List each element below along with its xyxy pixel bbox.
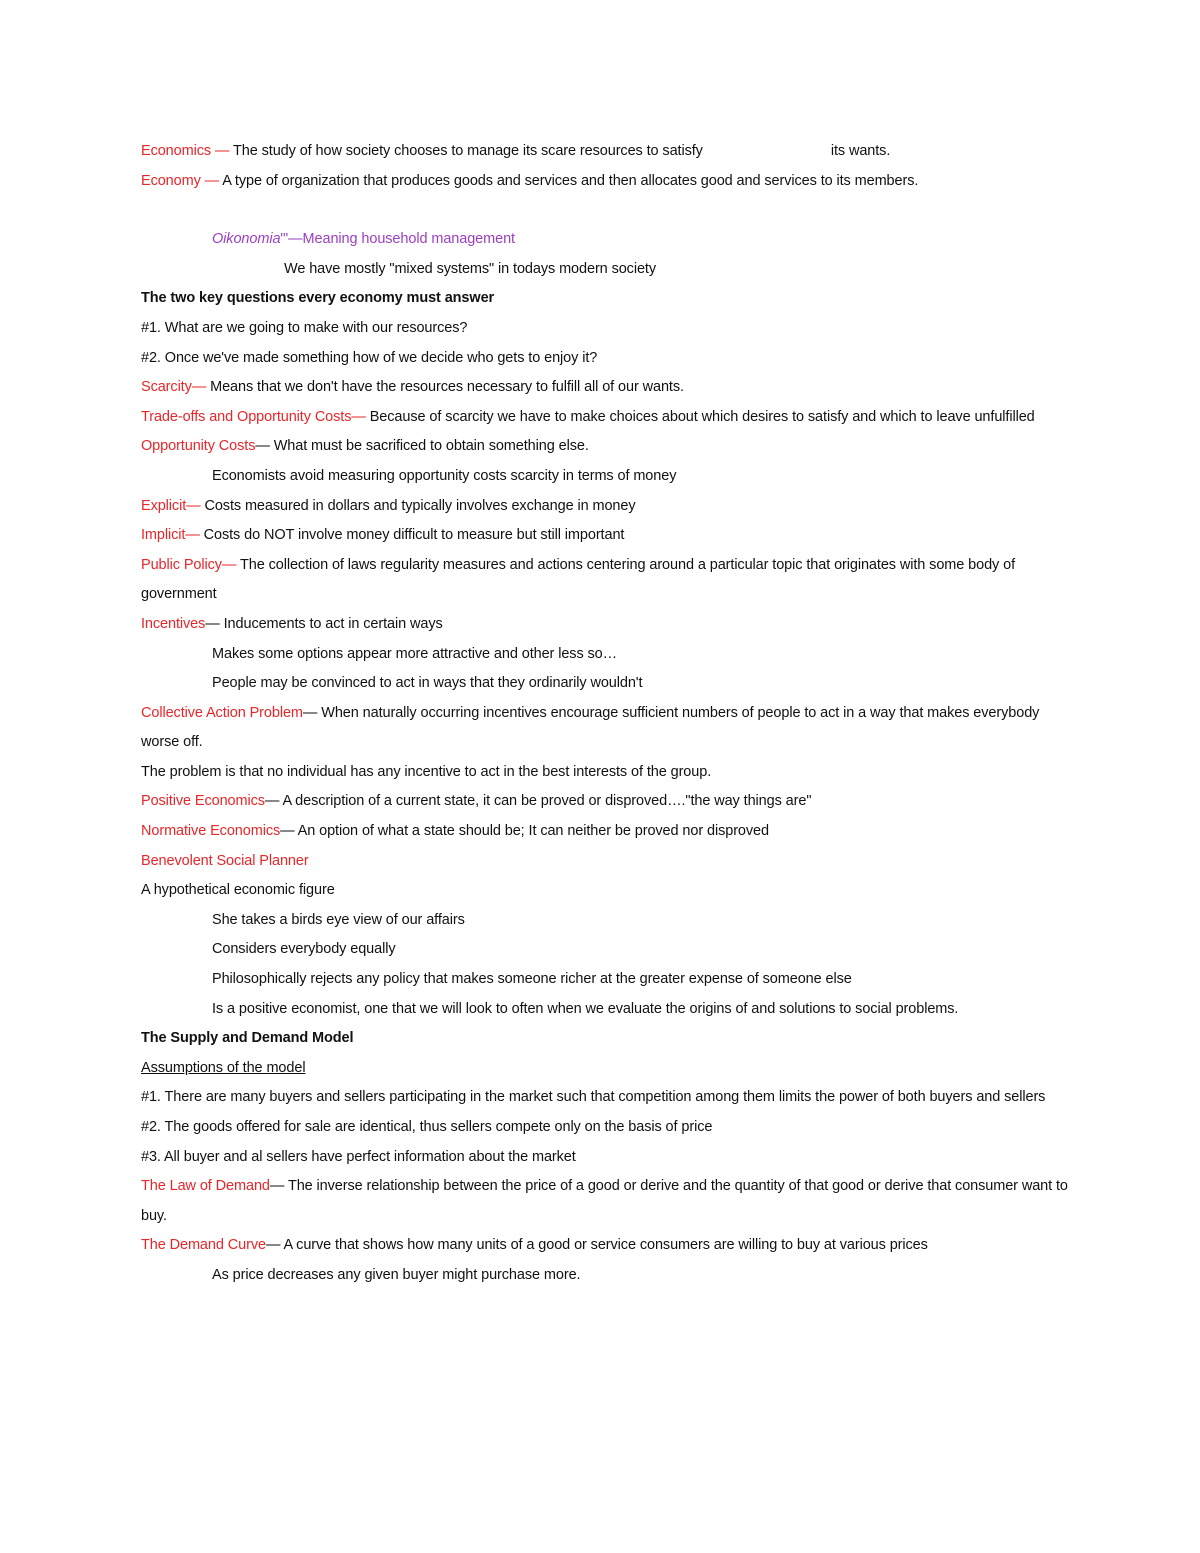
heading-two-key-questions: The two key questions every economy must answer — [141, 290, 495, 307]
demand-curve-note: As price decreases any given buyer might purchase more. — [212, 1266, 581, 1283]
definition-normative-economics-text: — An option of what a state should be; It can neither be proved nor disproved — [280, 823, 769, 840]
definition-normative-economics — [141, 817, 1071, 847]
definition-opportunity-costs — [141, 432, 1071, 462]
term-economy: Economy — — [141, 172, 220, 189]
term-economics: Economics — — [141, 143, 230, 159]
definition-scarcity — [141, 373, 1071, 403]
definition-positive-economics — [141, 787, 1071, 817]
definition-collective-action — [141, 699, 1071, 758]
definition-incentives — [141, 610, 1071, 640]
collective-action-note: The problem is that no individual has any incentive to act in the best interests of the group. — [141, 763, 712, 780]
heading-supply-demand: The Supply and Demand Model — [141, 1030, 354, 1047]
subheading-assumptions: Assumptions of the model — [141, 1059, 306, 1076]
definition-economics — [141, 137, 1071, 167]
definition-law-of-demand — [141, 1172, 1071, 1231]
planner-note-4: Is a positive economist, one that we will look to often when we evaluate the origins of and solutions to social problems. — [212, 1000, 959, 1017]
term-scarcity: Scarcity— — [141, 379, 207, 396]
planner-note-3: Philosophically rejects any policy that makes someone richer at the greater expense of someone else — [212, 971, 852, 988]
incentives-note-2: People may be convinced to act in ways that they ordinarily wouldn't — [212, 675, 643, 692]
definition-tradeoffs — [141, 403, 1071, 433]
definition-opportunity-costs-text: — What must be sacrificed to obtain something else. — [255, 438, 589, 455]
term-tradeoffs: Trade-offs and Opportunity Costs— — [141, 408, 366, 425]
term-law-of-demand: The Law of Demand — [141, 1178, 270, 1195]
assumption-1: #1. There are many buyers and sellers participating in the market such that competition among them limits the power of both buyers and sellers — [141, 1089, 1046, 1106]
definition-implicit-text: Costs do NOT involve money difficult to measure but still important — [199, 527, 625, 544]
definition-economics-tail: its wants. — [830, 143, 891, 159]
oikonomia-text: "'—Meaning household management — [280, 231, 515, 248]
term-implicit: Implicit— — [141, 527, 200, 544]
term-explicit: Explicit— — [141, 497, 201, 514]
definition-implicit — [141, 521, 1071, 551]
opportunity-costs-note: Economists avoid measuring opportunity costs scarcity in terms of money — [212, 467, 677, 484]
term-benevolent-social-planner: Benevolent Social Planner — [141, 852, 309, 869]
definition-economy — [141, 167, 1071, 197]
definition-demand-curve-text: — A curve that shows how many units of a good or service consumers are willing to buy at various prices — [265, 1237, 928, 1254]
term-positive-economics: Positive Economics — [141, 793, 265, 810]
definition-scarcity-text: Means that we don't have the resources necessary to fulfill all of our wants. — [206, 379, 684, 396]
definition-tradeoffs-text: Because of scarcity we have to make choices about which desires to satisfy and which to leave unfulfilled — [365, 408, 1035, 425]
definition-collective-action-text: — When naturally occurring incentives encourage sufficient numbers of people to act in a way that makes everybody worse off. — [141, 704, 1040, 751]
document-body — [141, 137, 1071, 1291]
definition-economy-text: A type of organization that produces goods and services and then allocates good and services to its members. — [219, 172, 919, 189]
term-incentives: Incentives — [141, 615, 206, 632]
incentives-note-1: Makes some options appear more attractive and other less so… — [212, 645, 618, 662]
question-1: #1. What are we going to make with our resources? — [141, 319, 468, 336]
term-collective-action: Collective Action Problem — [141, 704, 303, 721]
assumption-2: #2. The goods offered for sale are identical, thus sellers compete only on the basis of price — [141, 1119, 713, 1135]
term-normative-economics: Normative Economics — [141, 823, 281, 840]
definition-law-of-demand-text: — The inverse relationship between the price of a good or derive and the quantity of that good or derive that consumer want to buy. — [141, 1178, 1068, 1224]
definition-economics-text: The study of how society chooses to manage its scare resources to satisfy — [229, 143, 703, 159]
term-opportunity-costs: Opportunity Costs — [141, 438, 256, 455]
question-2: #2. Once we've made something how of we decide who gets to enjoy it? — [141, 349, 598, 366]
definition-explicit — [141, 492, 1071, 522]
term-oikonomia: Oikonomia — [212, 231, 281, 248]
term-demand-curve: The Demand Curve — [141, 1237, 266, 1254]
definition-demand-curve — [141, 1231, 1071, 1261]
planner-definition: A hypothetical economic figure — [141, 882, 335, 899]
planner-note-2: Considers everybody equally — [212, 941, 396, 958]
assumption-3: #3. All buyer and al sellers have perfect information about the market — [141, 1148, 576, 1165]
term-public-policy: Public Policy— — [141, 556, 237, 573]
planner-note-1: She takes a birds eye view of our affairs — [212, 911, 465, 928]
definition-explicit-text: Costs measured in dollars and typically involves exchange in money — [200, 497, 636, 514]
mixed-systems-note: We have mostly "mixed systems" in todays modern society — [284, 260, 656, 277]
definition-incentives-text: — Inducements to act in certain ways — [205, 615, 443, 632]
definition-public-policy-text: The collection of laws regularity measures and actions centering around a particular topic that originates with some body of government — [141, 556, 1016, 603]
definition-public-policy — [141, 551, 1071, 610]
oikonomia-note — [141, 225, 1071, 255]
definition-positive-economics-text: — A description of a current state, it can be proved or disproved…."the way things are" — [264, 793, 812, 810]
